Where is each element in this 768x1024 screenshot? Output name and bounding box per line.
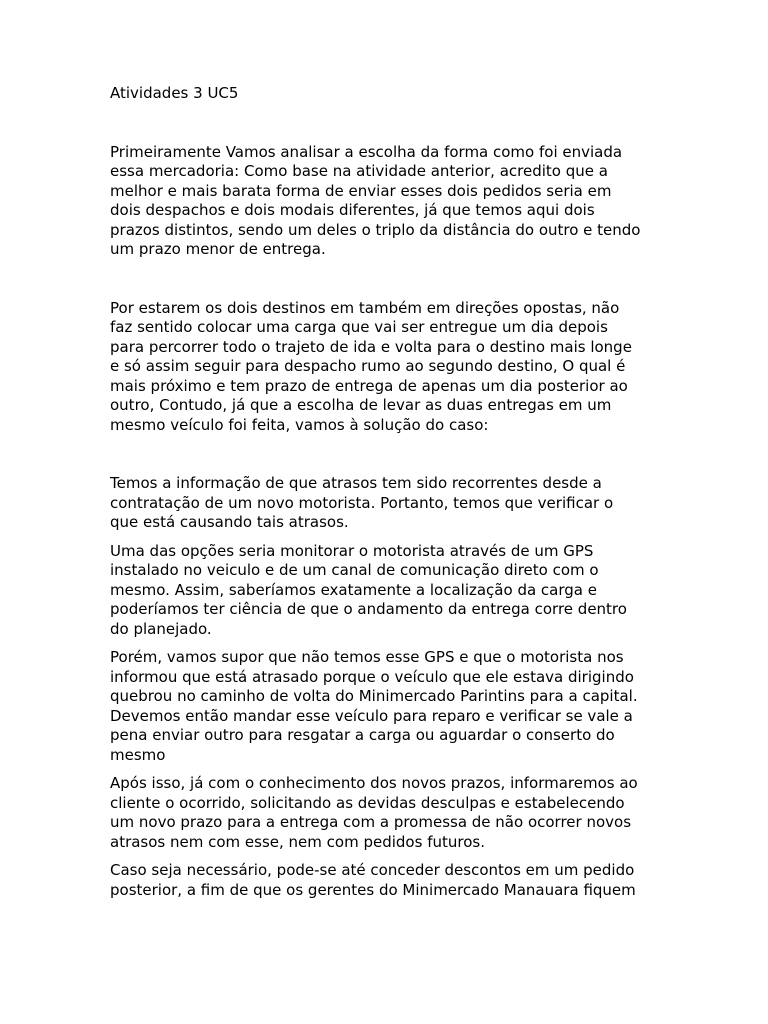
document-title: Atividades 3 UC5 [110,84,239,102]
paragraph-client-notice: Após isso, já com o conhecimento dos novos prazos, informaremos ao cliente o ocorrido, solicitando as devidas desculpas e estabelecendo um novo prazo para a entrega com a promessa de não ocorrer novos atrasos nem com esse, nem com pedidos futuros. [110,774,638,851]
paragraph-vehicle-breakdown: Porém, vamos supor que não temos esse GPS e que o motorista nos informou que está atrasado porque o veículo que ele estava dirigindo quebrou no caminho de volta do Minimercado Parintins para a capital. Devemos então mandar esse veículo para reparo e verificar se vale a pena enviar outro para resgatar a carga ou aguardar o conserto do mesmo [110,648,638,764]
paragraph-intro: Primeiramente Vamos analisar a escolha da forma como foi enviada essa mercadoria: Como base na atividade anterior, acredito que a melhor e mais barata forma de enviar esses dois pedidos seria em dois despachos e dois modais diferentes, já que temos aqui dois prazos distintos, sendo um deles o triplo da distância do outro e tendo um prazo menor de entrega. [110,142,641,258]
paragraph-directions: Por estarem os dois destinos em também em direções opostas, não faz sentido colocar uma carga que vai ser entregue um dia depois para percorrer todo o trajeto de ida e volta para o destino mais longe e só assim seguir para despacho rumo ao segundo destino, O qual é mais próximo e tem prazo de entrega de apenas um dia posterior ao outro, Contudo, já que a escolha de levar as duas entregas em um mesmo veículo foi feita, vamos à solução do caso: [110,298,632,434]
paragraph-delays: Temos a informação de que atrasos tem sido recorrentes desde a contratação de um novo motorista. Portanto, temos que verificar o que está causando tais atrasos. [110,474,614,531]
paragraph-gps-option: Uma das opções seria monitorar o motorista através de um GPS instalado no veiculo e de um canal de comunicação direto com o mesmo. Assim, saberíamos exatamente a localização da carga e poderíamos ter ciência de que o andamento da entrega corre dentro do planejado. [110,541,627,638]
document-page [110,84,670,900]
paragraph-discounts: Caso seja necessário, pode-se até conceder descontos em um pedido posterior, a fim de que os gerentes do Minimercado Manauara fiquem [110,861,636,899]
